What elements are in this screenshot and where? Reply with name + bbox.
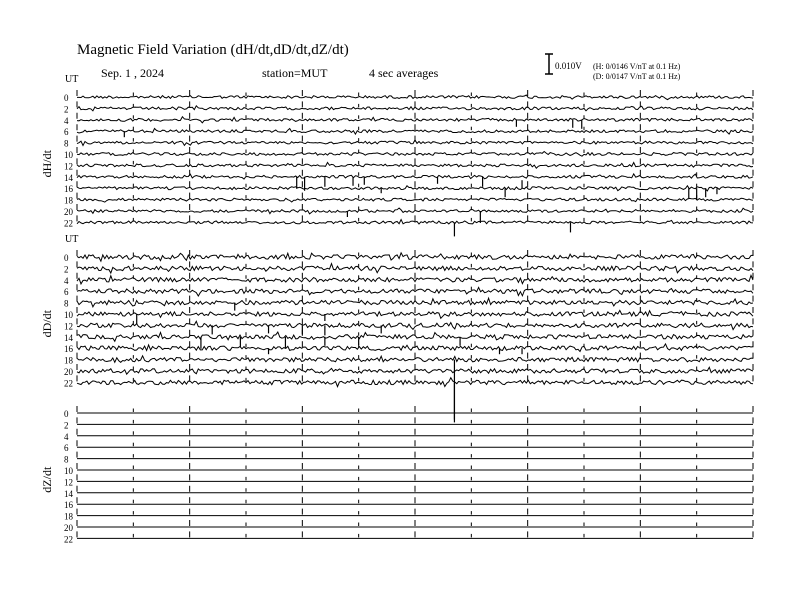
- hour-label: 20: [64, 207, 73, 217]
- scale-bar: [545, 54, 553, 74]
- scale-d-note: (D: 0/0147 V/nT at 0.1 Hz): [593, 72, 681, 81]
- trace-line: [77, 140, 753, 146]
- ut-label-top: UT: [65, 74, 79, 85]
- scale-value-label: 0.010V: [555, 61, 582, 71]
- hour-label: 14: [64, 332, 73, 343]
- panel-label: dD/dt: [40, 310, 54, 338]
- hour-label: 2: [64, 420, 69, 431]
- station-label: station=MUT: [262, 66, 328, 80]
- hour-label: 14: [64, 172, 73, 183]
- hour-label: 22: [64, 534, 73, 545]
- hour-label: 6: [64, 287, 69, 298]
- hour-label: 2: [64, 264, 69, 275]
- hour-label: 14: [64, 488, 73, 499]
- hour-label: 10: [64, 310, 73, 320]
- hour-label: 18: [64, 511, 73, 522]
- hour-label: 0: [64, 409, 69, 419]
- hour-label: 18: [64, 195, 73, 206]
- hour-label: 10: [64, 466, 73, 476]
- hour-label: 0: [64, 253, 69, 263]
- hour-label: 20: [64, 523, 73, 533]
- hour-label: 16: [64, 344, 73, 355]
- panel-label: dH/dt: [40, 150, 54, 178]
- hour-label: 20: [64, 367, 73, 377]
- hour-label: 4: [64, 275, 69, 286]
- panel-dzdt: [40, 406, 753, 544]
- averaging-label: 4 sec averages: [369, 66, 439, 80]
- hour-label: 18: [64, 355, 73, 366]
- hour-label: 8: [64, 454, 69, 465]
- hour-label: 12: [64, 161, 73, 172]
- panel-label: dZ/dt: [40, 466, 54, 493]
- hour-label: 22: [64, 378, 73, 389]
- chart-title: Magnetic Field Variation (dH/dt,dD/dt,dZ/dt): [77, 42, 349, 58]
- hour-label: 16: [64, 500, 73, 511]
- hour-label: 8: [64, 138, 69, 149]
- panel-dhdt: [40, 90, 753, 236]
- ut-label-middle: UT: [65, 234, 79, 245]
- hour-label: 16: [64, 184, 73, 195]
- hour-label: 12: [64, 321, 73, 332]
- panel-dddt: [40, 250, 753, 422]
- trace-line: [77, 198, 753, 202]
- hour-label: 0: [64, 93, 69, 103]
- scale-h-note: (H: 0/0146 V/nT at 0.1 Hz): [593, 62, 681, 71]
- trace-line: [77, 106, 753, 111]
- hour-label: 2: [64, 104, 69, 115]
- hour-label: 4: [64, 431, 69, 442]
- hour-label: 6: [64, 127, 69, 138]
- hour-label: 22: [64, 218, 73, 229]
- hour-label: 12: [64, 477, 73, 488]
- hour-label: 8: [64, 298, 69, 309]
- hour-label: 10: [64, 150, 73, 160]
- hour-label: 6: [64, 443, 69, 454]
- hour-label: 4: [64, 115, 69, 126]
- date-label: Sep. 1 , 2024: [101, 66, 164, 80]
